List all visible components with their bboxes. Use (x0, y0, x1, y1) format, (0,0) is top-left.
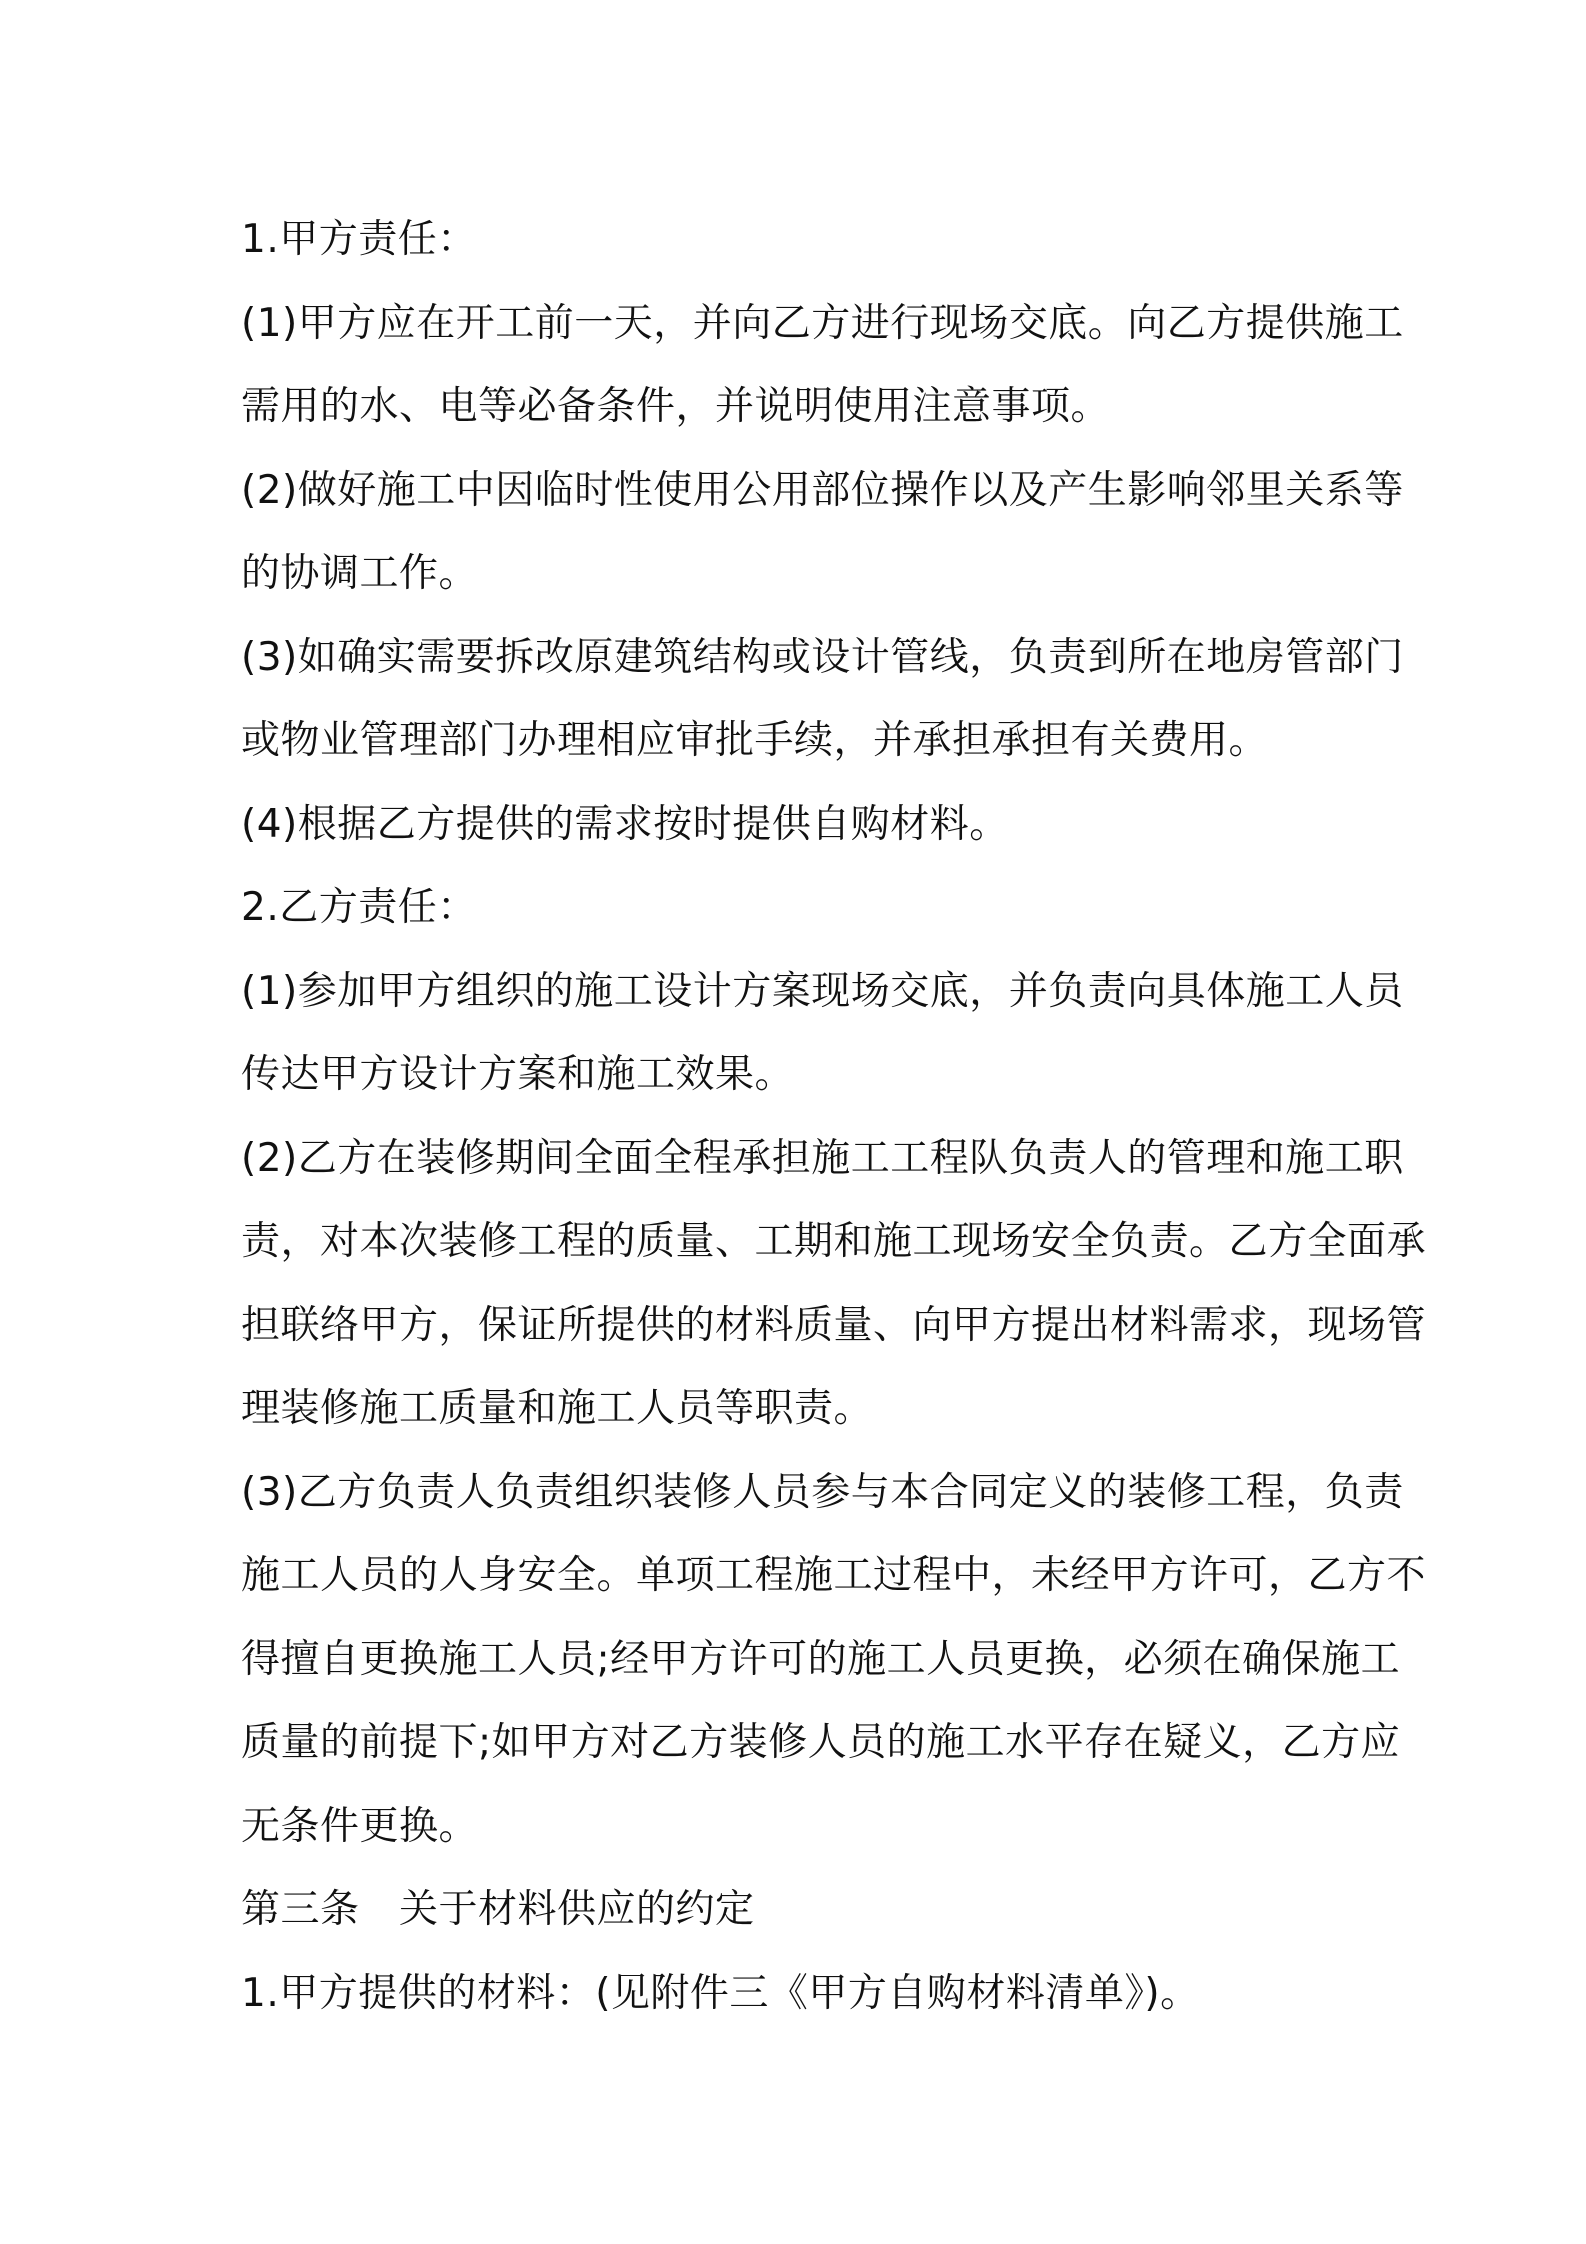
text-line: 2.乙方责任： (241, 885, 477, 930)
text-line: 或物业管理部门办理相应审批手续，并承担承担有关费用。 (241, 718, 1269, 763)
text-line: 的协调工作。 (241, 551, 479, 596)
text-line: 得擅自更换施工人员;经甲方许可的施工人员更换，必须在确保施工 (241, 1636, 1401, 1682)
document-body (241, 198, 1427, 2035)
text-line: 责，对本次装修工程的质量、工期和施工现场安全负责。乙方全面承 (241, 1219, 1427, 1264)
text-line: 1.甲方提供的材料：(见附件三《甲方自购材料清单》)。 (241, 1970, 1200, 2016)
text-line: (2)乙方在装修期间全面全程承担施工工程队负责人的管理和施工职 (241, 1135, 1404, 1181)
text-line: (3)乙方负责人负责组织装修人员参与本合同定义的装修工程，负责 (241, 1469, 1404, 1515)
text-line: 传达甲方设计方案和施工效果。 (241, 1052, 795, 1097)
text-line: 无条件更换。 (241, 1803, 479, 1849)
text-line: (4)根据乙方提供的需求按时提供自购材料。 (241, 801, 1009, 847)
text-line: (1)参加甲方组织的施工设计方案现场交底，并负责向具体施工人员 (241, 968, 1404, 1014)
text-line: 需用的水、电等必备条件，并说明使用注意事项。 (241, 384, 1111, 429)
text-line: 理装修施工质量和施工人员等职责。 (241, 1386, 874, 1431)
text-line: 1.甲方责任： (241, 217, 477, 262)
text-line: (3)如确实需要拆改原建筑结构或设计管线，负责到所在地房管部门 (241, 634, 1404, 680)
text-line: 质量的前提下;如甲方对乙方装修人员的施工水平存在疑义，乙方应 (241, 1720, 1401, 1765)
text-line: (2)做好施工中因临时性使用公用部位操作以及产生影响邻里关系等 (241, 467, 1404, 513)
text-line: (1)甲方应在开工前一天，并向乙方进行现场交底。向乙方提供施工 (241, 300, 1404, 346)
section-heading: 第三条 关于材料供应的约定 (241, 1887, 755, 1932)
text-line: 担联络甲方，保证所提供的材料质量、向甲方提出材料需求，现场管 (241, 1302, 1427, 1348)
text-line: 施工人员的人身安全。单项工程施工过程中，未经甲方许可，乙方不 (241, 1553, 1427, 1598)
